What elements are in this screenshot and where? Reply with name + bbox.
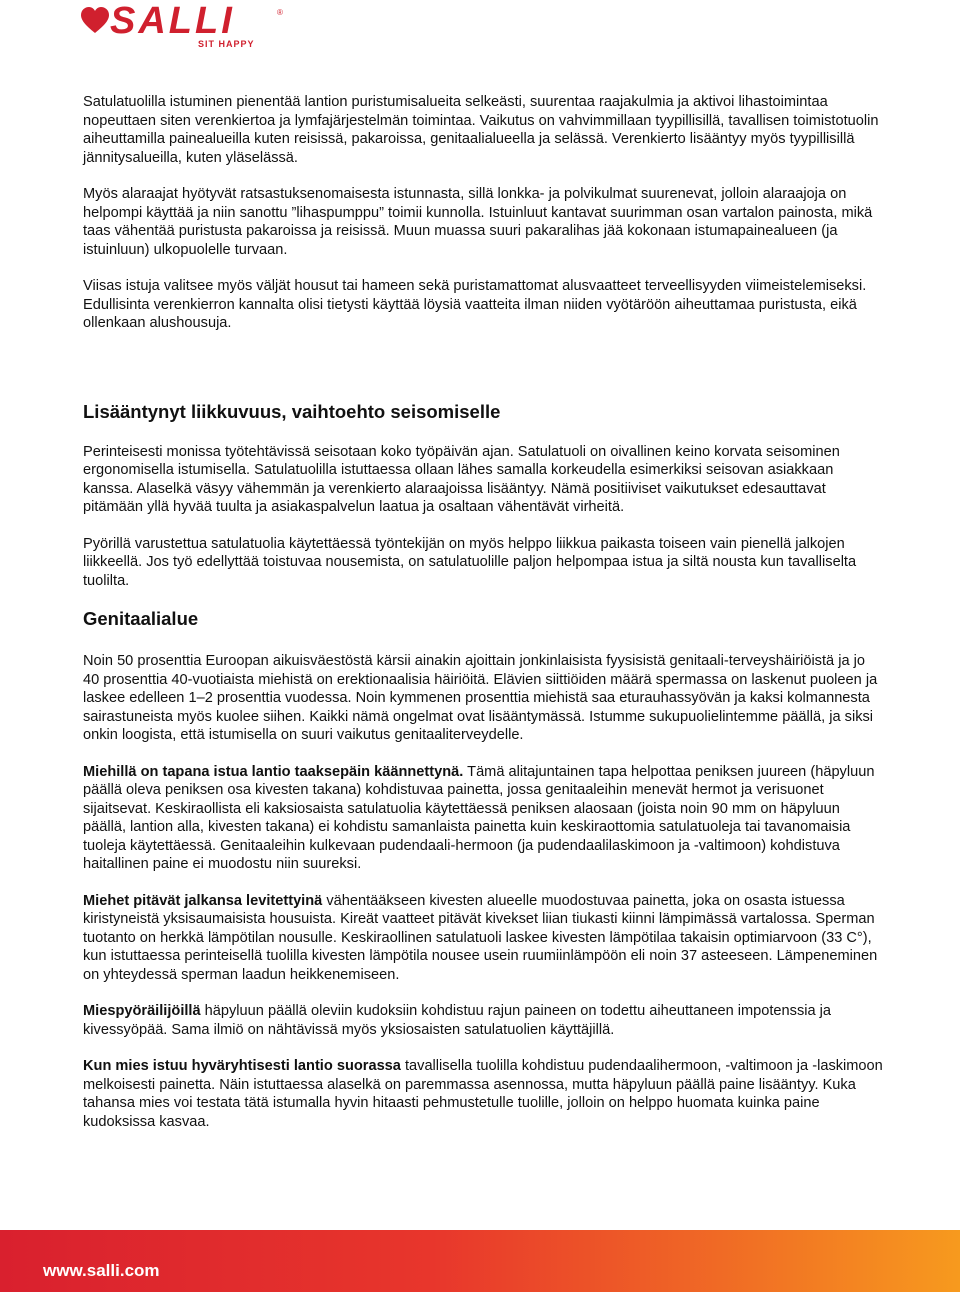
paragraph: Myös alaraajat hyötyvät ratsastuksenomaisesta istunnasta, sillä lonkka- ja polvikulmat suurenevat, jolloin alaraajoja on helpompi käyttää ja niin sanottu ”lihaspumppu” toimii kunnolla. Istuinluut kantavat suurimman osan vartalon painosta, mikä taas vähentää puristusta pakaroissa ja reisissä. Muun muassa suuri pakaralihas jää kokonaan istumapainealueen (ja istuinluun) ulkopuolelle turvaan. (83, 186, 873, 258)
bold-lead: Miehillä on tapana istua lantio taaksepäin käännettynä. (83, 763, 464, 780)
paragraph-text: Tämä alitajuntainen tapa helpottaa peniksen juureen (häpyluun päällä oleva peniksen osa kivesten takana) kohdistuvaa painetta, jossa genitaaleihin menevät hermot ja verisuonet sijaitsevat. Keskiraollista eli kaksiosaista satulatuolia käytettäessä peniksen alaosaan (joista noin 90 mm on häpyluun päällä, lantion alla, kivesten takana) ei kohdistu samanlaista painetta kuin keskiraottomia satulatuoleja tai tavanomaisia tuoleja käytettäessä. Genitaaleihin kulkevaan pudendaali-hermoon (ja pudendaalilaskimoon ja -valtimoon) kohdistuva haitallinen paine ei muodostu niin suureksi. (83, 763, 875, 872)
bold-lead: Kun mies istuu hyväryhtisesti lantio suorassa (83, 1058, 401, 1074)
paragraph (83, 892, 883, 985)
bold-lead: Miespyöräilijöillä (83, 1003, 201, 1019)
registered-mark: ® (277, 8, 283, 17)
bold-lead: Miehet pitävät jalkansa levitettyinä (83, 892, 323, 909)
section-heading: Lisääntynyt liikkuvuus, vaihtoehto seisomiselle (83, 400, 501, 422)
paragraph (83, 1002, 883, 1039)
salli-logo (80, 0, 290, 49)
heart-icon (80, 6, 110, 36)
paragraph: Pyörillä varustettua satulatuolia käytettäessä työntekijän on myös helppo liikkua paikasta toiseen vain pienellä jalkojen liikkeellä. Jos työ edellyttää toistuvaa nousemista, on satulatuolille paljon helpompaa istua ja siltä nousta kun tavalliselta tuolilta. (83, 535, 857, 589)
footer-bar (0, 1230, 960, 1292)
document-body (83, 93, 883, 1149)
section-heading: Genitaalialue (83, 608, 199, 629)
brand-wordmark: SALLI (110, 0, 235, 42)
paragraph-text: häpyluun päällä oleviin kudoksiin kohdistuu rajun paineen on todettu aiheuttaneen impotenssia ja kivessyöpää. Sama ilmiö on nähtävissä myös yksiosaisten satulatuolien käyttäjillä. (83, 1003, 832, 1038)
footer-url-link[interactable]: www.salli.com (43, 1261, 160, 1280)
paragraph (83, 1057, 883, 1131)
paragraph: Perinteisesti monissa työtehtävissä seisotaan koko työpäivän ajan. Satulatuoli on oivallinen keino korvata seisominen ergonomisella istumisella. Satulatuolilla istuttaessa ollaan lähes samalla korkeudella esimerkiksi seisovan asiakkaan kanssa. Alaselkä väsyy vähemmän ja verenkierto alaraajoissa lisääntyy. Nämä positiiviset vaikutukset edesauttavat pitämään yllä hyvää tuulta ja asiakaspalvelun laatua ja osaltaan vähentävät virheitä. (83, 443, 840, 515)
paragraph: Noin 50 prosenttia Euroopan aikuisväestöstä kärsii ainakin ajoittain jonkinlaisista fyysisistä genitaali-terveyshäiriöistä ja jo 40 prosenttia 40-vuotiaista miehistä on erektionaalisia häiriöitä. Elävien siittiöiden määrä spermassa on laskenut puoleen ja laskee edelleen 1–2 prosenttia vuodessa. Noin kymmenen prosenttia miehistä saa eturauhassyövän ja kaksi kolmannesta sairastuneista myös kuolee siihen. Kaikki nämä ongelmat ovat lisääntymässä. Istumme sukupuolielintemme päällä, ja siksi onkin loogista, että istumisella on suuri vaikutus genitaaliterveydelle. (83, 653, 878, 743)
paragraph-text: vähentääkseen kivesten alueelle muodostuvaa painetta, joka on osasta istuessa kiristyneistä yksisaumaisista housuista. Kireät vaatteet pitävät kivekset liian tiukasti kiinni lämpimässä vartalossa. Sperman tuotanto on herkkä lämpötilan nousulle. Keskiraollinen satulatuoli laskee kivesten lämpötilaa takaisin optimiarvoon (33 C°), kun istuttaessa perinteisellä tuolilla kivesten lämpötila nousee usein ruumiinlämpöön eli noin 37 asteeseen. Lämpeneminen on yhteydessä sperman laadun heikkenemiseen. (83, 892, 878, 983)
paragraph: Satulatuolilla istuminen pienentää lantion puristumisalueita selkeästi, suurentaa raajakulmia ja aktivoi lihastoimintaa nopeuttaen siten verenkiertoa ja lymfajärjestelmän toimintaa. Vaikutus on vahvimmillaan tyypillisillä, tavallisen toimistotuolin aiheuttamilla painealueilla kuten reisissä, pakaroissa, genitaalialueella ja selässä. Verenkierto lisääntyy myös tyypillisillä jännitysalueilla, kuten yläselässä. (83, 94, 879, 166)
paragraph (83, 763, 883, 874)
paragraph-text: tavallisella tuolilla kohdistuu pudendaalihermoon, -valtimoon ja -laskimoon melkoisesti painetta. Näin istuttaessa alaselkä on paremmassa asennossa, mutta häpyluun päällä paine lisääntyy. Kuka tahansa mies voi testata tätä istumalla hyvin hitaasti pehmustetulle tuolille, jolloin on helppo huomata kuinka paine kudoksissa kasvaa. (83, 1058, 883, 1130)
brand-tagline: SIT HAPPY (198, 39, 255, 49)
paragraph: Viisas istuja valitsee myös väljät housut tai hameen sekä puristamattomat alusvaatteet terveellisyyden viimeistelemiseksi. Edullisinta verenkierron kannalta olisi tietysti käyttää löysiä vaatteita ilman niiden vyötäröön aiheuttamaa puristusta, eikä ollenkaan alushousuja. (83, 278, 867, 331)
